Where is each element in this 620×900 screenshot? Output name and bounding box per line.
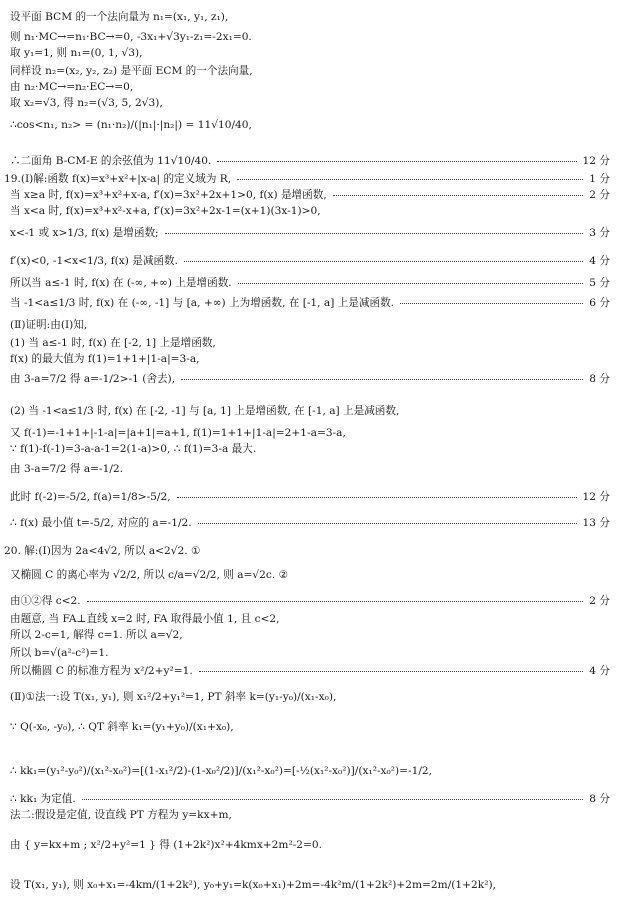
solution-text: 取 y₁=1, 则 n₁=(0, 1, √3),	[10, 47, 143, 59]
solution-text: 由题意, 当 FA⊥直线 x=2 时, FA 取得最小值 1, 且 c<2,	[10, 613, 280, 625]
score-mark: 3 分	[589, 227, 610, 239]
solution-text: 则 n₁·MC→=n₁·BC→=0, -3x₁+√3y₁-z₁=-2x₁=0.	[10, 31, 252, 43]
leader-dots	[238, 283, 583, 284]
solution-text: 又 f(-1)=-1+1+|-1-a|=|a+1|=a+1, f(1)=1+1+|1-a|=2+1-a=3-a,	[10, 427, 346, 439]
score-mark: 4 分	[589, 665, 610, 677]
solution-text: f(x) 的最大值为 f(1)=1+1+|1-a|=3-a,	[10, 353, 200, 365]
score-mark: 5 分	[589, 277, 610, 289]
solution-line	[0, 372, 620, 394]
solution-line	[0, 516, 620, 538]
solution-line	[0, 462, 620, 484]
solution-text: 法二:假设是定值, 设直线 PT 方程为 y=kx+m,	[10, 809, 232, 821]
solution-text: ∴二面角 B-CM-E 的余弦值为 11√10/40.	[10, 155, 212, 167]
solution-text: 当 -1<a≤1/3 时, f(x) 在 (-∞, -1] 与 [a, +∞) 上为增函数, 在 [-1, a] 上是减函数.	[10, 297, 395, 309]
solution-text: (Ⅱ)①法一:设 T(x₁, y₁), 则 x₁²/2+y₁²=1, PT 斜率 k=(y₁-y₀)/(x₁-x₀),	[10, 691, 337, 703]
solution-text: (Ⅱ)证明:由(Ⅰ)知,	[10, 319, 88, 331]
solution-line	[0, 808, 620, 830]
leader-dots	[333, 195, 583, 196]
leader-dots	[165, 233, 583, 234]
score-mark: 4 分	[589, 255, 610, 267]
solution-line	[0, 118, 620, 140]
score-mark: 6 分	[589, 297, 610, 309]
solution-text: 此时 f(-2)=-5/2, f(a)=1/8>-5/2,	[10, 491, 171, 503]
solution-text: 当 x≥a 时, f(x)=x³+x²+x-a, f′(x)=3x²+2x+1>0, f(x) 是增函数,	[10, 189, 327, 201]
solution-text: ∴ f(x) 最小值 t=-5/2, 对应的 a=-1/2.	[10, 517, 192, 529]
leader-dots	[181, 379, 583, 380]
solution-line	[0, 204, 620, 226]
solution-text: 20. 解:(Ⅰ)因为 2a<4√2, 所以 a<2√2. ①	[4, 545, 201, 557]
solution-line	[0, 352, 620, 374]
solution-line	[0, 226, 620, 248]
solution-text: 设平面 BCM 的一个法向量为 n₁=(x₁, y₁, z₁),	[10, 11, 229, 23]
solution-line	[0, 296, 620, 318]
solution-text: ∴cos<n₁, n₂> = (n₁·n₂)/(|n₁|·|n₂|) = 11√10/40,	[10, 119, 252, 131]
solution-line	[0, 544, 620, 566]
solution-text: (2) 当 -1<a≤1/3 时, f(x) 在 [-2, -1] 与 [a, 1] 上是增函数, 在 [-1, a] 上是减函数,	[10, 405, 400, 417]
solution-line	[0, 442, 620, 464]
solution-line	[0, 568, 620, 590]
solution-text: 由 { y=kx+m ; x²/2+y²=1 } 得 (1+2k²)x²+4kmx+2m²-2=0.	[10, 839, 323, 851]
solution-text: 设 T(x₁, y₁), 则 x₀+x₁=-4km/(1+2k²), y₀+y₁=k(x₀+x₁)+2m=-4k²m/(1+2k²)+2m=2m/(1+2k²),	[10, 879, 496, 891]
leader-dots	[400, 303, 583, 304]
score-mark: 1 分	[589, 173, 610, 185]
leader-dots	[87, 601, 583, 602]
leader-dots	[217, 161, 577, 162]
solution-text: x<-1 或 x>1/3, f(x) 是增函数;	[10, 227, 159, 239]
solution-line	[0, 254, 620, 276]
score-mark: 12 分	[582, 155, 610, 167]
solution-text: 由 3-a=7/2 得 a=-1/2>-1 (舍去),	[10, 373, 176, 385]
solution-text: ∵ Q(-x₀, -y₀), ∴ QT 斜率 k₁=(y₁+y₀)/(x₁+x₀),	[10, 721, 234, 733]
score-mark: 8 分	[589, 793, 610, 805]
solution-text: ∵ f(1)-f(-1)=3-a-a-1=2(1-a)>0, ∴ f(1)=3-a 最大.	[10, 443, 257, 455]
solution-line	[0, 276, 620, 298]
solution-text: ∴ kk₁ 为定值.	[10, 793, 76, 805]
solution-line	[0, 10, 620, 32]
solution-text: f′(x)<0, -1<x<1/3, f(x) 是减函数.	[10, 255, 179, 267]
solution-text: 取 x₂=√3, 得 n₂=(√3, 5, 2√3),	[10, 97, 163, 109]
solution-line	[0, 404, 620, 426]
solution-text: 由 n₂·MC→=n₂·EC→=0,	[10, 81, 134, 93]
solution-line	[0, 690, 620, 712]
leader-dots	[177, 497, 577, 498]
solution-line	[0, 878, 620, 900]
solution-line	[0, 720, 620, 742]
leader-dots	[237, 179, 583, 180]
solution-text: 同样设 n₂=(x₂, y₂, z₂) 是平面 ECM 的一个法向量,	[10, 65, 253, 77]
solution-text: 所以椭圆 C 的标准方程为 x²/2+y²=1.	[10, 665, 193, 677]
solution-line	[0, 96, 620, 118]
solution-line	[0, 664, 620, 686]
solution-text: ∴ kk₁=(y₁²-y₀²)/(x₁²-x₀²)=[(1-x₁²/2)-(1-x₀²/2)]/(x₁²-x₀²)=[-½(x₁²-x₀²)]/(x₁²-x₀²)=-1/2,	[10, 765, 433, 777]
solution-text: 由①②得 c<2.	[10, 595, 81, 607]
score-mark: 12 分	[582, 491, 610, 503]
score-mark: 2 分	[589, 189, 610, 201]
solution-text: 又椭圆 C 的离心率为 √2/2, 所以 c/a=√2/2, 则 a=√2c. ②	[10, 569, 289, 581]
score-mark: 2 分	[589, 595, 610, 607]
leader-dots	[82, 799, 583, 800]
solution-line	[0, 838, 620, 860]
score-mark: 13 分	[582, 517, 610, 529]
score-mark: 8 分	[589, 373, 610, 385]
solution-text: 由 3-a=7/2 得 a=-1/2.	[10, 463, 124, 475]
solution-line	[0, 490, 620, 512]
solution-text: 所以 2-c=1, 解得 c=1. 所以 a=√2,	[10, 629, 183, 641]
leader-dots	[199, 671, 583, 672]
leader-dots	[184, 261, 583, 262]
solution-text: 19.(Ⅰ)解:函数 f(x)=x³+x²+|x-a| 的定义域为 R,	[4, 173, 232, 185]
solution-text: 当 x<a 时, f(x)=x³+x²-x+a, f′(x)=3x²+2x-1=(x+1)(3x-1)>0,	[10, 205, 321, 217]
solution-line	[0, 764, 620, 786]
solution-text: (1) 当 a≤-1 时, f(x) 在 [-2, 1] 上是增函数,	[10, 337, 216, 349]
solution-text: 所以当 a≤-1 时, f(x) 在 (-∞, +∞) 上是增函数.	[10, 277, 232, 289]
solution-text: 所以 b=√(a²-c²)=1.	[10, 647, 109, 659]
leader-dots	[198, 523, 577, 524]
